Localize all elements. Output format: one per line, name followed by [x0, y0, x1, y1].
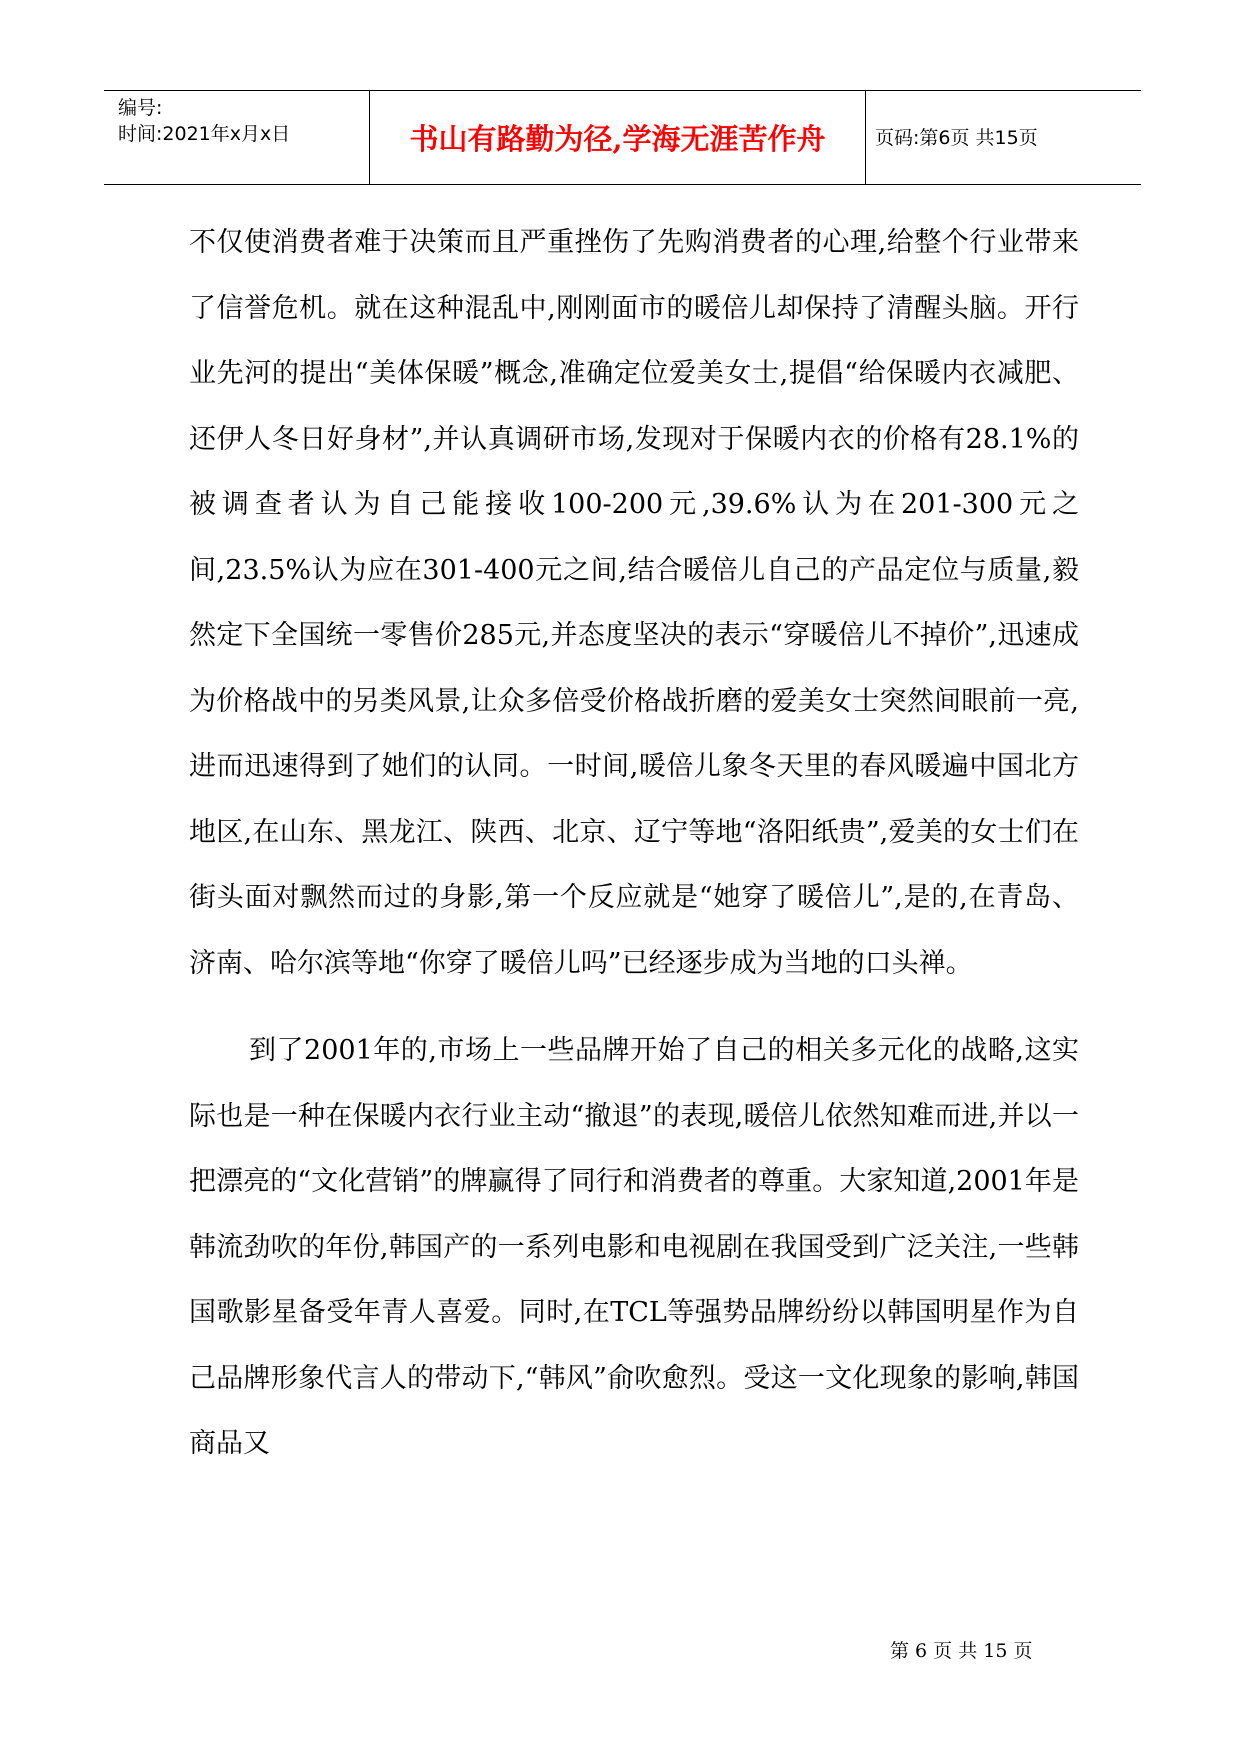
header-page-info: 页码:第6页 共15页 [875, 127, 1038, 149]
page-header [104, 90, 1141, 185]
serial-label: 编号: [118, 97, 163, 119]
page-footer: 第 6 页 共 15 页 [890, 1640, 1033, 1662]
paragraph: 到了2001年的,市场上一些品牌开始了自己的相关多元化的战略,这实际也是一种在保暖内衣行业主动“撤退”的表现,暖倍儿依然知难而进,并以一把漂亮的“文化营销”的牌赢得了同行和消费者的尊重。大家知道,2001年是韩流劲吹的年份,韩国产的一系列电影和电视剧在我国受到广泛关注,一些韩国歌影星备受年青人喜爱。同时,在TCL等强势品牌纷纷以韩国明星作为自己品牌形象代言人的带动下,“韩风”俞吹愈烈。受这一文化现象的影响,韩国商品又 [189, 1035, 1079, 1459]
time-label: 时间:2021年x月x日 [118, 123, 291, 145]
document-body [189, 210, 1079, 1477]
header-page-cell [865, 91, 1141, 184]
paragraph: 不仅使消费者难于决策而且严重挫伤了先购消费者的心理,给整个行业带来了信誉危机。就在这种混乱中,刚刚面市的暖倍儿却保持了清醒头脑。开行业先河的提出“美体保暖”概念,准确定位爱美女士,提倡“给保暖内衣减肥、还伊人冬日好身材”,并认真调研市场,发现对于保暖内衣的价格有28.1%的被调查者认为自己能接收100-200元,39.6%认为在201-300元之间,23.5%认为应在301-400元之间,结合暖倍儿自己的产品定位与质量,毅然定下全国统一零售价285元,并态度坚决的表示“穿暖倍儿不掉价”,迅速成为价格战中的另类风景,让众多倍受价格战折磨的爱美女士突然间眼前一亮,进而迅速得到了她们的认同。一时间,暖倍儿象冬天里的春风暖遍中国北方地区,在山东、黑龙江、陕西、北京、辽宁等地“洛阳纸贵”,爱美的女士们在街头面对飘然而过的身影,第一个反应就是“她穿了暖倍儿”,是的,在青岛、济南、哈尔滨等地“你穿了暖倍儿吗”已经逐步成为当地的口头禅。 [189, 227, 1079, 979]
header-motto-cell [369, 91, 866, 184]
header-meta-cell [104, 91, 368, 184]
header-motto: 书山有路勤为径,学海无涯苦作舟 [409, 122, 826, 156]
